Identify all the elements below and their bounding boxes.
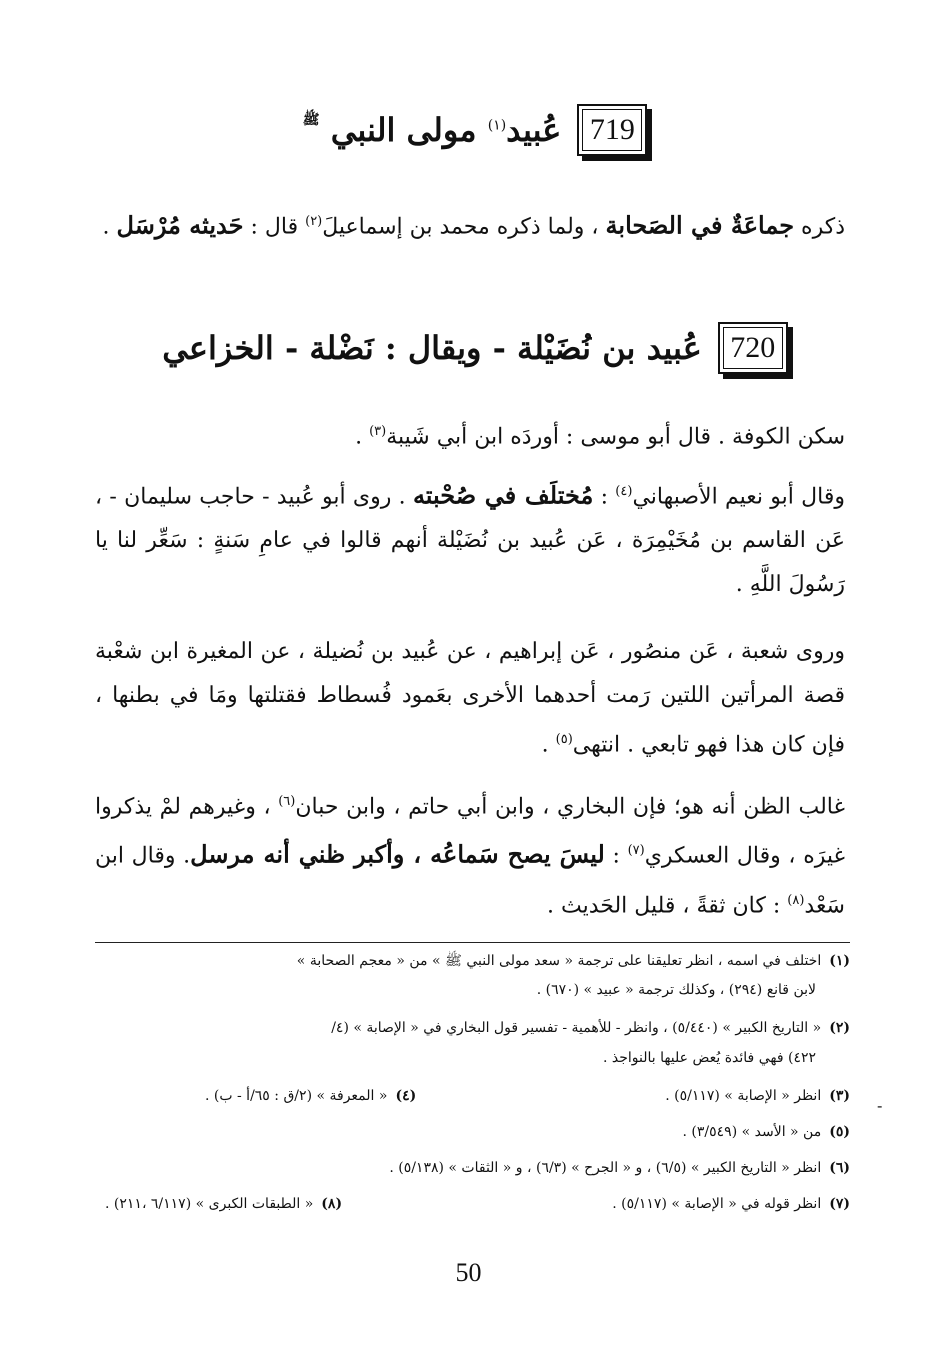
entry-heading-719 xyxy=(100,104,850,156)
paragraph-shuba xyxy=(95,630,845,767)
text-run: سكن الكوفة . قال أبو موسى : أوردَه ابن أبي شَيبة xyxy=(386,424,845,450)
footnote-text: انظر « الإصابة » (٥/١١٧) . xyxy=(665,1088,822,1104)
paragraph-entry-719 xyxy=(95,200,845,249)
footnote-7 xyxy=(612,1196,850,1212)
honorific-symbol: ﷺ xyxy=(302,112,320,128)
footnote-text: « المعرفة » (٢/ق : ٦٥/أ - ب) . xyxy=(205,1088,388,1104)
text-run: : كان ثقةً ، قليل الحَديث . xyxy=(547,892,788,918)
text-run: . xyxy=(102,214,117,240)
footnote-number: (٢) xyxy=(829,1020,850,1036)
entry-number: 720 xyxy=(730,331,776,364)
footnote-1-continued xyxy=(537,982,816,998)
text-run: . xyxy=(355,424,370,450)
paragraph-conclusion xyxy=(95,780,845,928)
footnote-text: ٤٢٢) فهي فائدة يُعض عليها بالنواجذ . xyxy=(602,1050,816,1066)
footnote-ref: (١) xyxy=(487,117,507,134)
text-run: ، وغيرهم لمْ يذكروا غيرَه ، وقال العسكري xyxy=(95,794,845,869)
footnote-text: « التاريخ الكبير » (٥/٤٤٠) ، وانظر - للأهمية - تفسير قول البخاري في « الإصابة » (٤/ xyxy=(331,1020,822,1036)
footnote-number: (٥) xyxy=(829,1124,850,1140)
text-run: غالب الظن أنه هو؛ فإن البخاري ، وابن أبي حاتم ، وابن حبان xyxy=(295,794,845,820)
footnote-text: انظر « التاريخ الكبير » (٦/٥) ، و « الجرح » (٦/٣) ، و « الثقات » (٥/١٣٨) . xyxy=(389,1160,822,1176)
footnote-6 xyxy=(389,1160,850,1176)
footnote-divider xyxy=(95,942,850,943)
footnote-ref: (٤) xyxy=(615,484,633,499)
bold-text: حَديثه مُرْسَل xyxy=(116,210,244,240)
text-run: : xyxy=(604,843,628,869)
footnote-ref: (٢) xyxy=(305,214,323,229)
bold-text: مُختلَف في صُحْبته xyxy=(412,480,594,510)
bold-text: جماعَةٌ في الصَحابة xyxy=(605,210,795,240)
entry-name: عُبيد xyxy=(506,111,562,149)
footnote-number: (٨) xyxy=(321,1196,343,1212)
footnote-number: (٦) xyxy=(829,1160,850,1176)
entry-heading-720 xyxy=(100,322,850,374)
footnote-number: (٧) xyxy=(829,1196,850,1212)
footnote-ref: (٧) xyxy=(627,843,645,859)
footnote-ref: (٥) xyxy=(555,732,573,747)
entry-number-box xyxy=(577,104,647,156)
entry-number: 719 xyxy=(589,113,635,146)
footnote-number: (١) xyxy=(829,953,850,969)
footnote-5 xyxy=(683,1124,850,1140)
text-run: وروى شعبة ، عَن منصُور ، عَن إبراهيم ، عن عُبيد بن نُضيلة ، عن المغيرة ابن شعْبة قصة المرأتين اللتين رَمت أحدهما الأخرى بعَمود فُسطاط فقتلتها ومَا في بطنها ، فإن كان هذا فهو تابعي . انتهى xyxy=(95,639,845,758)
footnote-2 xyxy=(331,1020,850,1036)
text-run: ذكره xyxy=(794,214,845,240)
footnote-1 xyxy=(297,952,850,972)
footnote-ref: (٣) xyxy=(369,424,387,439)
footnote-2-continued xyxy=(603,1050,816,1066)
text-run: . وقال ابن سَعْد xyxy=(95,843,845,918)
paragraph-abu-nuaym xyxy=(95,470,845,607)
footnote-number: (٤) xyxy=(395,1088,417,1104)
text-run: قال : xyxy=(243,214,306,240)
entry-title: عُبيد بن نُضَيْلة - ويقال : نَضْلة - الخزاعي xyxy=(162,329,702,367)
text-run: . xyxy=(541,732,556,758)
footnote-4 xyxy=(205,1088,416,1104)
entry-number-box xyxy=(718,322,788,374)
footnote-text: « الطبقات الكبرى » (٦/١١٧ ،٢١١) . xyxy=(105,1196,314,1212)
footnote-text: لابن قانع (٢٩٤) ، وكذلك ترجمة « عبيد » (٦٧٠) . xyxy=(536,982,816,998)
footnote-text: من « الأسد » (٣/٥٤٩) . xyxy=(682,1124,822,1140)
entry-title xyxy=(303,111,562,149)
page-number: 50 xyxy=(455,1258,482,1287)
text-run: . روى أبو عُبيد - حاجب سليمان - ، عَن القاسم بن مُخَيْمِرَة ، عَن عُبيد بن نُضَيْلة أنهم قالوا في عامِ سَنةٍ : سَعِّر لنا يا رَسُولَ اللَّهِ . xyxy=(95,484,845,598)
footnote-text: انظر قوله في « الإصابة » (٥/١١٧) . xyxy=(612,1196,822,1212)
footnote-8 xyxy=(105,1196,342,1212)
bold-text: ليسَ يصح سَماعُه ، وأكبر ظني أنه مرسل xyxy=(190,839,605,869)
paragraph-residence xyxy=(95,410,845,459)
text-run: ، ولما ذكره محمد بن إسماعيلَ xyxy=(322,214,606,240)
footnote-ref: (٦) xyxy=(278,794,296,809)
entry-title-rest: مولى النبي xyxy=(330,111,477,149)
footnote-text: اختلف في اسمه ، انظر تعليقنا على ترجمة « سعد مولى النبي ﷺ » من « معجم الصحابة » xyxy=(296,953,822,969)
text-run: : xyxy=(593,484,616,510)
footnote-ref: (٨) xyxy=(787,892,805,908)
margin-mark: - xyxy=(877,1096,883,1115)
text-run: وقال أبو نعيم الأصبهاني xyxy=(632,484,846,510)
footnote-number: (٣) xyxy=(829,1088,850,1104)
footnote-3 xyxy=(665,1088,850,1104)
